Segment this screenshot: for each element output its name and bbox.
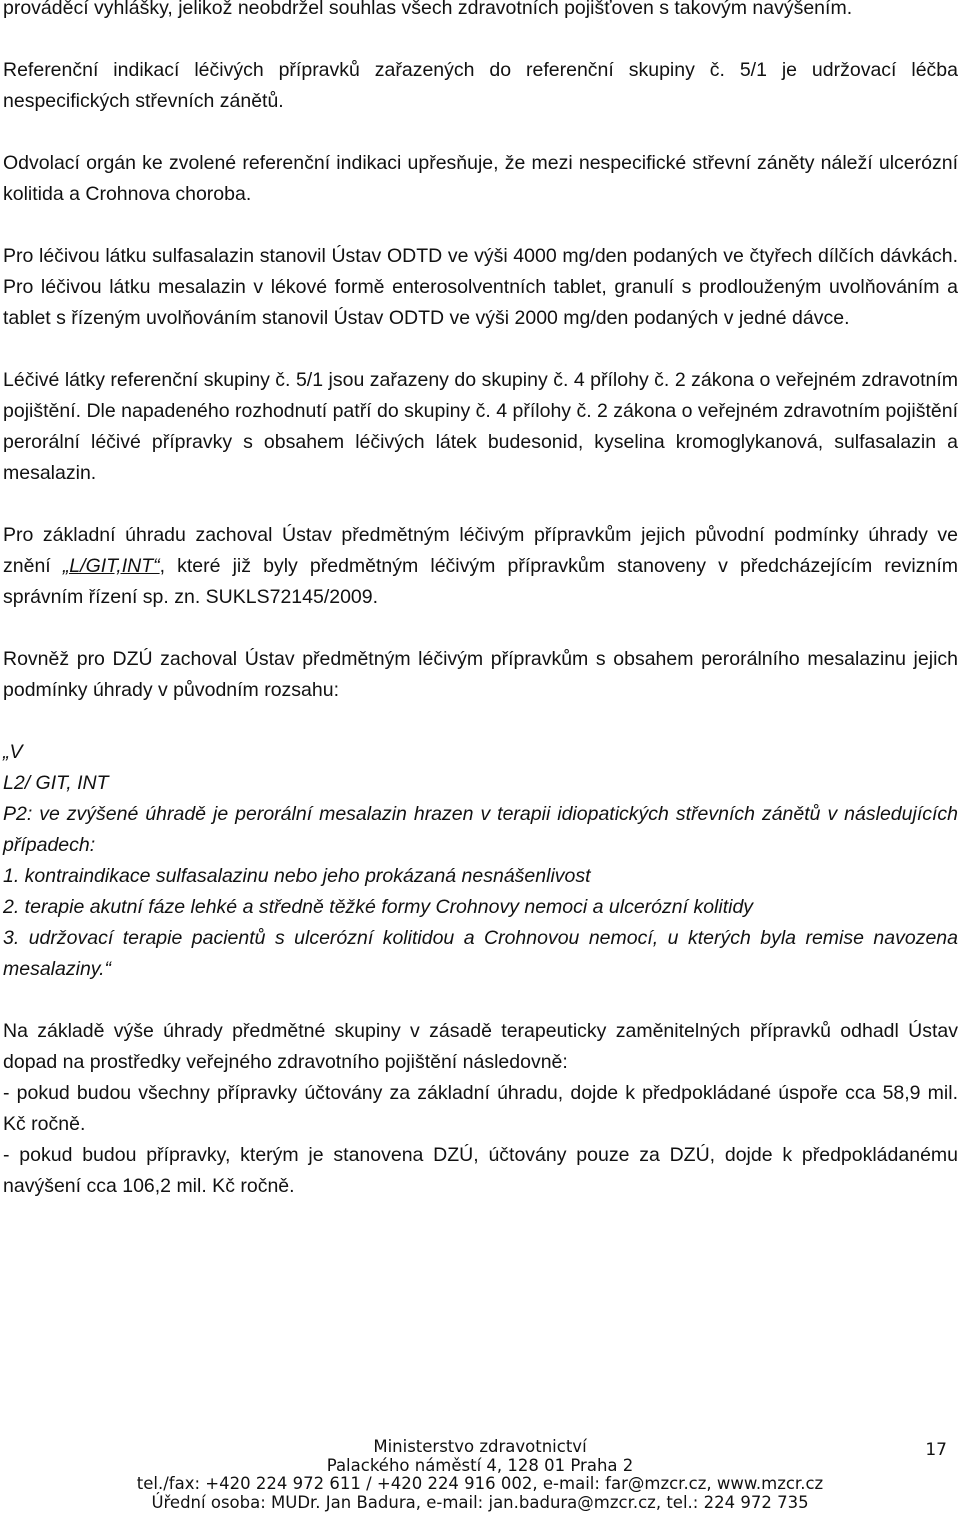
quote-line: 2. terapie akutní fáze lehké a středně těžké formy Crohnovy nemoci a ulcerózní kolitidy	[3, 896, 754, 918]
paragraph-intro-continuation: prováděcí vyhlášky, jelikož neobdržel souhlas všech zdravotních pojišťoven s takovým navýšením.	[3, 0, 853, 19]
quoted-conditions	[3, 737, 958, 985]
impact-item-savings: - pokud budou všechny přípravky účtovány za základní úhradu, dojde k předpokládané úspoře cca 58,9 mil. Kč ročně.	[3, 1082, 958, 1135]
quote-line: P2: ve zvýšené úhradě je perorální mesalazin hrazen v terapii idiopatických střevních zánětů v následujících případech:	[3, 803, 958, 856]
paragraph-basic-reimbursement-start: Pro základní úhradu zachoval Ústav předmětným léčivým přípravkům jejich původní podmínky úhrady ve znění	[3, 524, 958, 577]
paragraph-impact-estimate: Na základě výše úhrady předmětné skupiny v zásadě terapeuticky zaměnitelných přípravků odhadl Ústav dopad na prostředky veřejného zdravotního pojištění následovně:	[3, 1020, 958, 1073]
quote-line: L2/ GIT, INT	[3, 772, 109, 794]
footer-ministry: Ministerstvo zdravotnictví	[373, 1437, 587, 1456]
reimbursement-condition-code: „L/GIT,INT“	[62, 555, 160, 577]
footer-official: Úřední osoba: MUDr. Jan Badura, e-mail: jan.badura@mzcr.cz, tel.: 224 972 735	[151, 1492, 809, 1512]
paragraph-dzu: Rovněž pro DZÚ zachoval Ústav předmětným léčivým přípravkům s obsahem perorálního mesalazinu jejich podmínky úhrady v původním rozsahu:	[3, 648, 958, 701]
paragraph-reference-indication: Referenční indikací léčivých přípravků zařazených do referenční skupiny č. 5/1 je udržovací léčba nespecifických střevních zánětů.	[3, 59, 958, 112]
footer-address: Palackého náměstí 4, 128 01 Praha 2	[326, 1455, 634, 1475]
document-body	[3, 0, 958, 1202]
paragraph-group-assignment: Léčivé látky referenční skupiny č. 5/1 jsou zařazeny do skupiny č. 4 přílohy č. 2 zákona o veřejném zdravotním pojištění. Dle napadeného rozhodnutí patří do skupiny č. 4 přílohy č. 2 zákona o veřejném zdravotním pojištění perorální léčivé přípravky s obsahem léčivých látek budesonid, kyselina kromoglykanová, sulfasalazin a mesalazin.	[3, 369, 958, 484]
paragraph-basic-reimbursement-end: , které již byly předmětným léčivým přípravkům stanoveny v předcházejícím revizním správním řízení sp. zn. SUKLS72145/2009.	[3, 555, 958, 608]
paragraph-appeal-specification: Odvolací orgán ke zvolené referenční indikaci upřesňuje, že mezi nespecifické střevní záněty náleží ulcerózní kolitida a Crohnova choroba.	[3, 152, 958, 205]
paragraph-basic-reimbursement	[3, 520, 958, 613]
paragraph-odtd: Pro léčivou látku sulfasalazin stanovil Ústav ODTD ve výši 4000 mg/den podaných ve čtyřech dílčích dávkách. Pro léčivou látku mesalazin v lékové formě enterosolventních tablet, granulí s prodlouženým uvolňováním a tablet s řízeným uvolňováním stanovil Ústav ODTD ve výši 2000 mg/den podaných v jedné dávce.	[3, 245, 958, 329]
quote-line: 3. udržovací terapie pacientů s ulcerózní kolitidou a Crohnovou nemocí, u kterých byla remise navozena mesalaziny.“	[3, 927, 958, 980]
page-footer	[0, 1438, 960, 1512]
footer-contact: tel./fax: +420 224 972 611 / +420 224 916 002, e-mail: far@mzcr.cz, www.mzcr.cz	[136, 1474, 824, 1493]
quote-line: „V	[3, 741, 23, 763]
quote-line: 1. kontraindikace sulfasalazinu nebo jeho prokázaná nesnášenlivost	[3, 865, 591, 887]
impact-item-increase: - pokud budou přípravky, kterým je stanovena DZÚ, účtovány pouze za DZÚ, dojde k předpokládanému navýšení cca 106,2 mil. Kč ročně.	[3, 1144, 958, 1197]
page-number: 17	[925, 1440, 947, 1460]
